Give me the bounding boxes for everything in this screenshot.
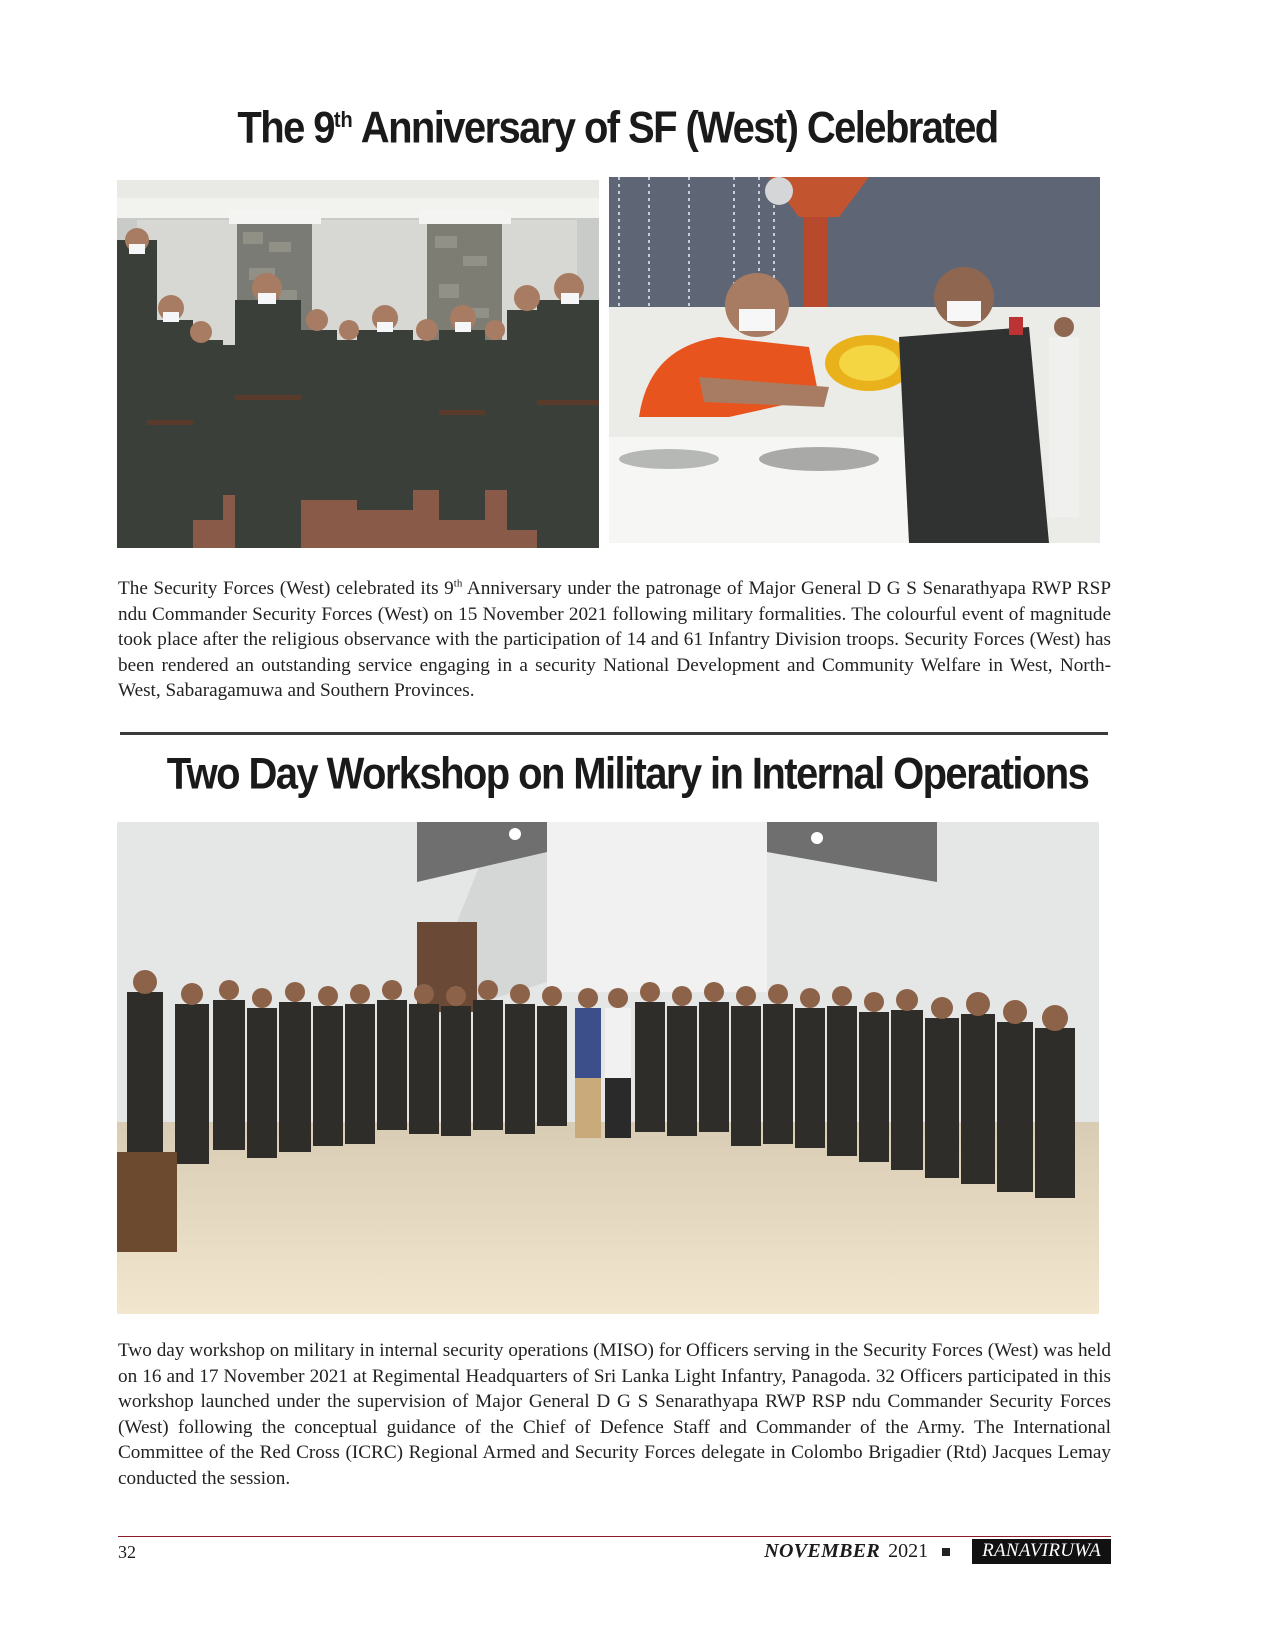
photo-workshop-group (117, 822, 1099, 1314)
photo-troops-entrance (117, 180, 599, 548)
footer-masthead (764, 1539, 1111, 1564)
article-2-body: Two day workshop on military in internal security operations (MISO) for Officers serving in the Security Forces (West) was held on 16 and 17 November 2021 at Regimental Headquarters of Sri Lanka Light Infantry, Panagoda. 32 Officers participated in this workshop launched under the supervision of Major General D G S Senarathyapa RWP RSP ndu Commander Security Forces (West) following the conceptual guidance of the Chief of Defence Staff and Commander of the Army. The International Committee of the Red Cross (ICRC) Regional Armed and Security Forces delegate in Colombo Brigadier (Rtd) Jacques Lemay conducted the session. (118, 1340, 1111, 1489)
separator-square (942, 1548, 950, 1556)
issue-month: NOVEMBER (764, 1540, 881, 1562)
article-1-headline: The 9th Anniversary of SF (West) Celebrated (237, 103, 998, 153)
page-number: 32 (118, 1542, 136, 1562)
footer-rule (118, 1536, 1111, 1537)
magazine-name: RANAVIRUWA (972, 1539, 1111, 1564)
article-1-body: The Security Forces (West) celebrated its 9th Anniversary under the patronage of Major General D G S Senarathyapa RWP RSP ndu Commander Security Forces (West) on 15 November 2021 following military formalities. The colourful event of magnitude took place after the religious observance with the participation of 14 and 61 Infantry Division troops. Security Forces (West) has been rendered an outstanding service engaging in a security National Development and Community Welfare in West, North-West, Sabaragamuwa and Southern Provinces. (118, 577, 1111, 701)
section-divider (120, 732, 1108, 735)
photo-religious-observance (609, 177, 1100, 543)
article-2-headline: Two Day Workshop on Military in Internal Operations (166, 749, 1089, 799)
issue-year: 2021 (888, 1540, 929, 1562)
